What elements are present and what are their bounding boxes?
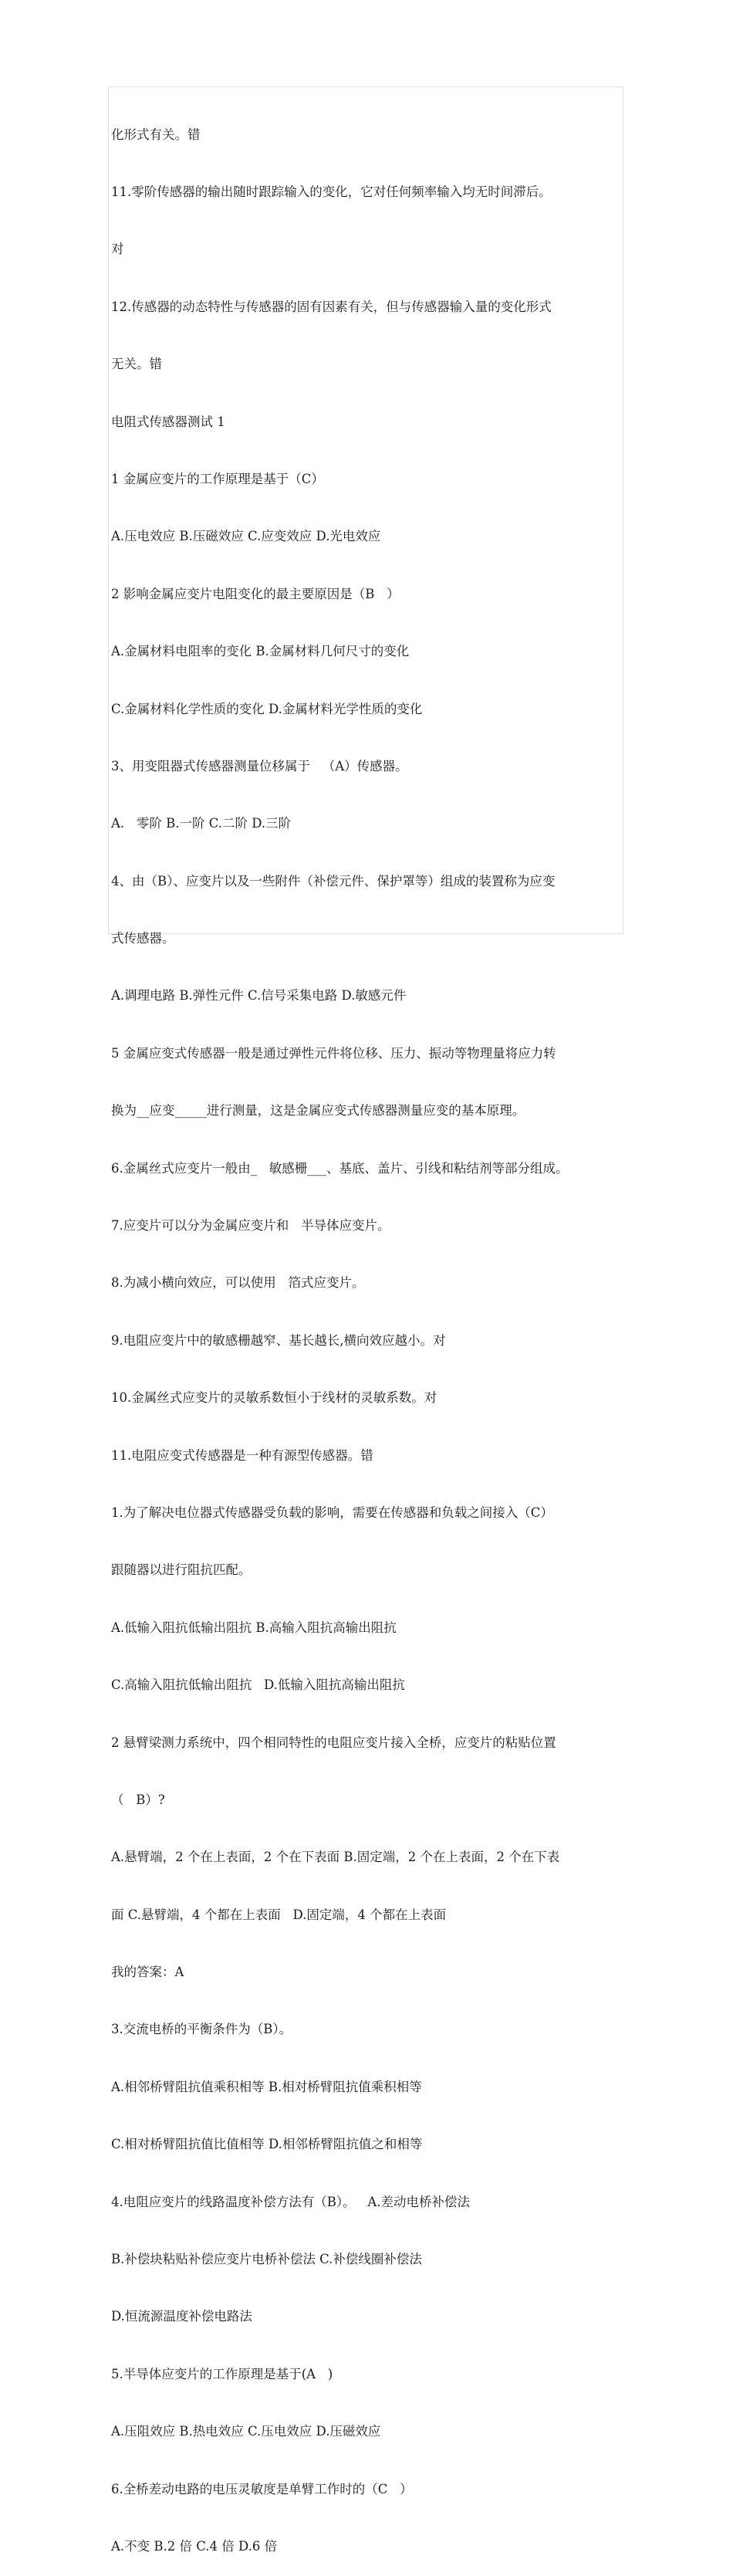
text-line: 跟随器以进行阻抗匹配。: [111, 1562, 252, 1578]
answer-line: 我的答案：A: [111, 1965, 184, 1980]
text-line: 4、由（B）、应变片以及一些附件（补偿元件、保护罩等）组成的装置称为应变: [111, 873, 556, 889]
text-line: C.高输入阻抗低输出阻抗 D.低输入阻抗高输出阻抗: [111, 1677, 405, 1693]
document-body: [111, 87, 623, 2576]
text-line: （ B）?: [111, 1792, 165, 1807]
text-line: 1.为了解决电位器式传感器受负载的影响，需要在传感器和负载之间接入（C）: [111, 1505, 553, 1520]
text-line: 10.金属丝式应变片的灵敏系数恒小于线材的灵敏系数。对: [111, 1390, 437, 1406]
text-line: 4.电阻应变片的线路温度补偿方法有（B）。 A.差动电桥补偿法: [111, 2194, 471, 2209]
text-line: 11.电阻应变式传感器是一种有源型传感器。错: [111, 1447, 373, 1463]
text-line: A.调理电路 B.弹性元件 C.信号采集电路 D.敏感元件: [111, 988, 407, 1004]
text-line: A.金属材料电阻率的变化 B.金属材料几何尺寸的变化: [111, 644, 410, 659]
text-line: B.补偿块粘贴补偿应变片电桥补偿法 C.补偿线圈补偿法: [111, 2252, 422, 2267]
text-line: 换为__应变_____进行测量，这是金属应变式传感器测量应变的基本原理。: [111, 1103, 525, 1119]
text-line: 3、用变阻器式传感器测量位移属于 （A）传感器。: [111, 758, 408, 773]
text-line: A.压阻效应 B.热电效应 C.压电效应 D.压磁效应: [111, 2424, 381, 2439]
text-line: 12.传感器的动态特性与传感器的固有因素有关，但与传感器输入量的变化形式: [111, 299, 552, 314]
text-line: 5.半导体应变片的工作原理是基于(A ): [111, 2366, 333, 2381]
text-line: A.悬臂端，2 个在上表面，2 个在下表面 B.固定端，2 个在上表面，2 个在下表: [111, 1850, 560, 1865]
text-line: 7.应变片可以分为金属应变片和 半导体应变片。: [111, 1218, 390, 1234]
text-line: 8.为减小横向效应，可以使用 箔式应变片。: [111, 1275, 365, 1291]
text-line: A.压电效应 B.压磁效应 C.应变效应 D.光电效应: [111, 529, 381, 544]
text-line: D.恒流源温度补偿电路法: [111, 2309, 252, 2324]
section-heading: 电阻式传感器测试 1: [111, 414, 225, 429]
text-line: A.相邻桥臂阻抗值乘积相等 B.相对桥臂阻抗值乘积相等: [111, 2079, 422, 2094]
text-line: 面 C.悬臂端，4 个都在上表面 D.固定端，4 个都在上表面: [111, 1907, 447, 1922]
text-line: 化形式有关。错: [111, 127, 201, 142]
text-line: A. 零阶 B.一阶 C.二阶 D.三阶: [111, 816, 292, 831]
text-line: 6.金属丝式应变片一般由_ 敏感栅___、基底、盖片、引线和粘结剂等部分组成。: [111, 1160, 569, 1176]
text-line: 式传感器。: [111, 931, 175, 946]
text-line: 2 影响金属应变片电阻变化的最主要原因是（B ）: [111, 586, 400, 601]
text-line: A.不变 B.2 倍 C.4 倍 D.6 倍: [111, 2539, 278, 2554]
text-line: 3.交流电桥的平衡条件为（B）。: [111, 2022, 292, 2037]
text-line: 6.全桥差动电路的电压灵敏度是单臂工作时的（C ）: [111, 2481, 413, 2496]
text-line: 5 金属应变式传感器一般是通过弹性元件将位移、压力、振动等物理量将应力转: [111, 1045, 556, 1061]
text-line: 9.电阻应变片中的敏感栅越窄、基长越长,横向效应越小。对: [111, 1332, 446, 1348]
text-line: C.金属材料化学性质的变化 D.金属材料光学性质的变化: [111, 701, 423, 716]
text-line: C.相对桥臂阻抗值比值相等 D.相邻桥臂阻抗值之和相等: [111, 2137, 423, 2152]
text-line: 11.零阶传感器的输出随时跟踪输入的变化，它对任何频率输入均无时间滞后。: [111, 184, 552, 199]
text-line: 对: [111, 242, 124, 257]
text-line: A.低输入阻抗低输出阻抗 B.高输入阻抗高输出阻抗: [111, 1620, 397, 1635]
text-line: 无关。错: [111, 357, 162, 372]
text-line: 2 悬臂梁测力系统中，四个相同特性的电阻应变片接入全桥，应变片的粘贴位置: [111, 1735, 556, 1750]
text-line: 1 金属应变片的工作原理是基于（C）: [111, 471, 324, 486]
